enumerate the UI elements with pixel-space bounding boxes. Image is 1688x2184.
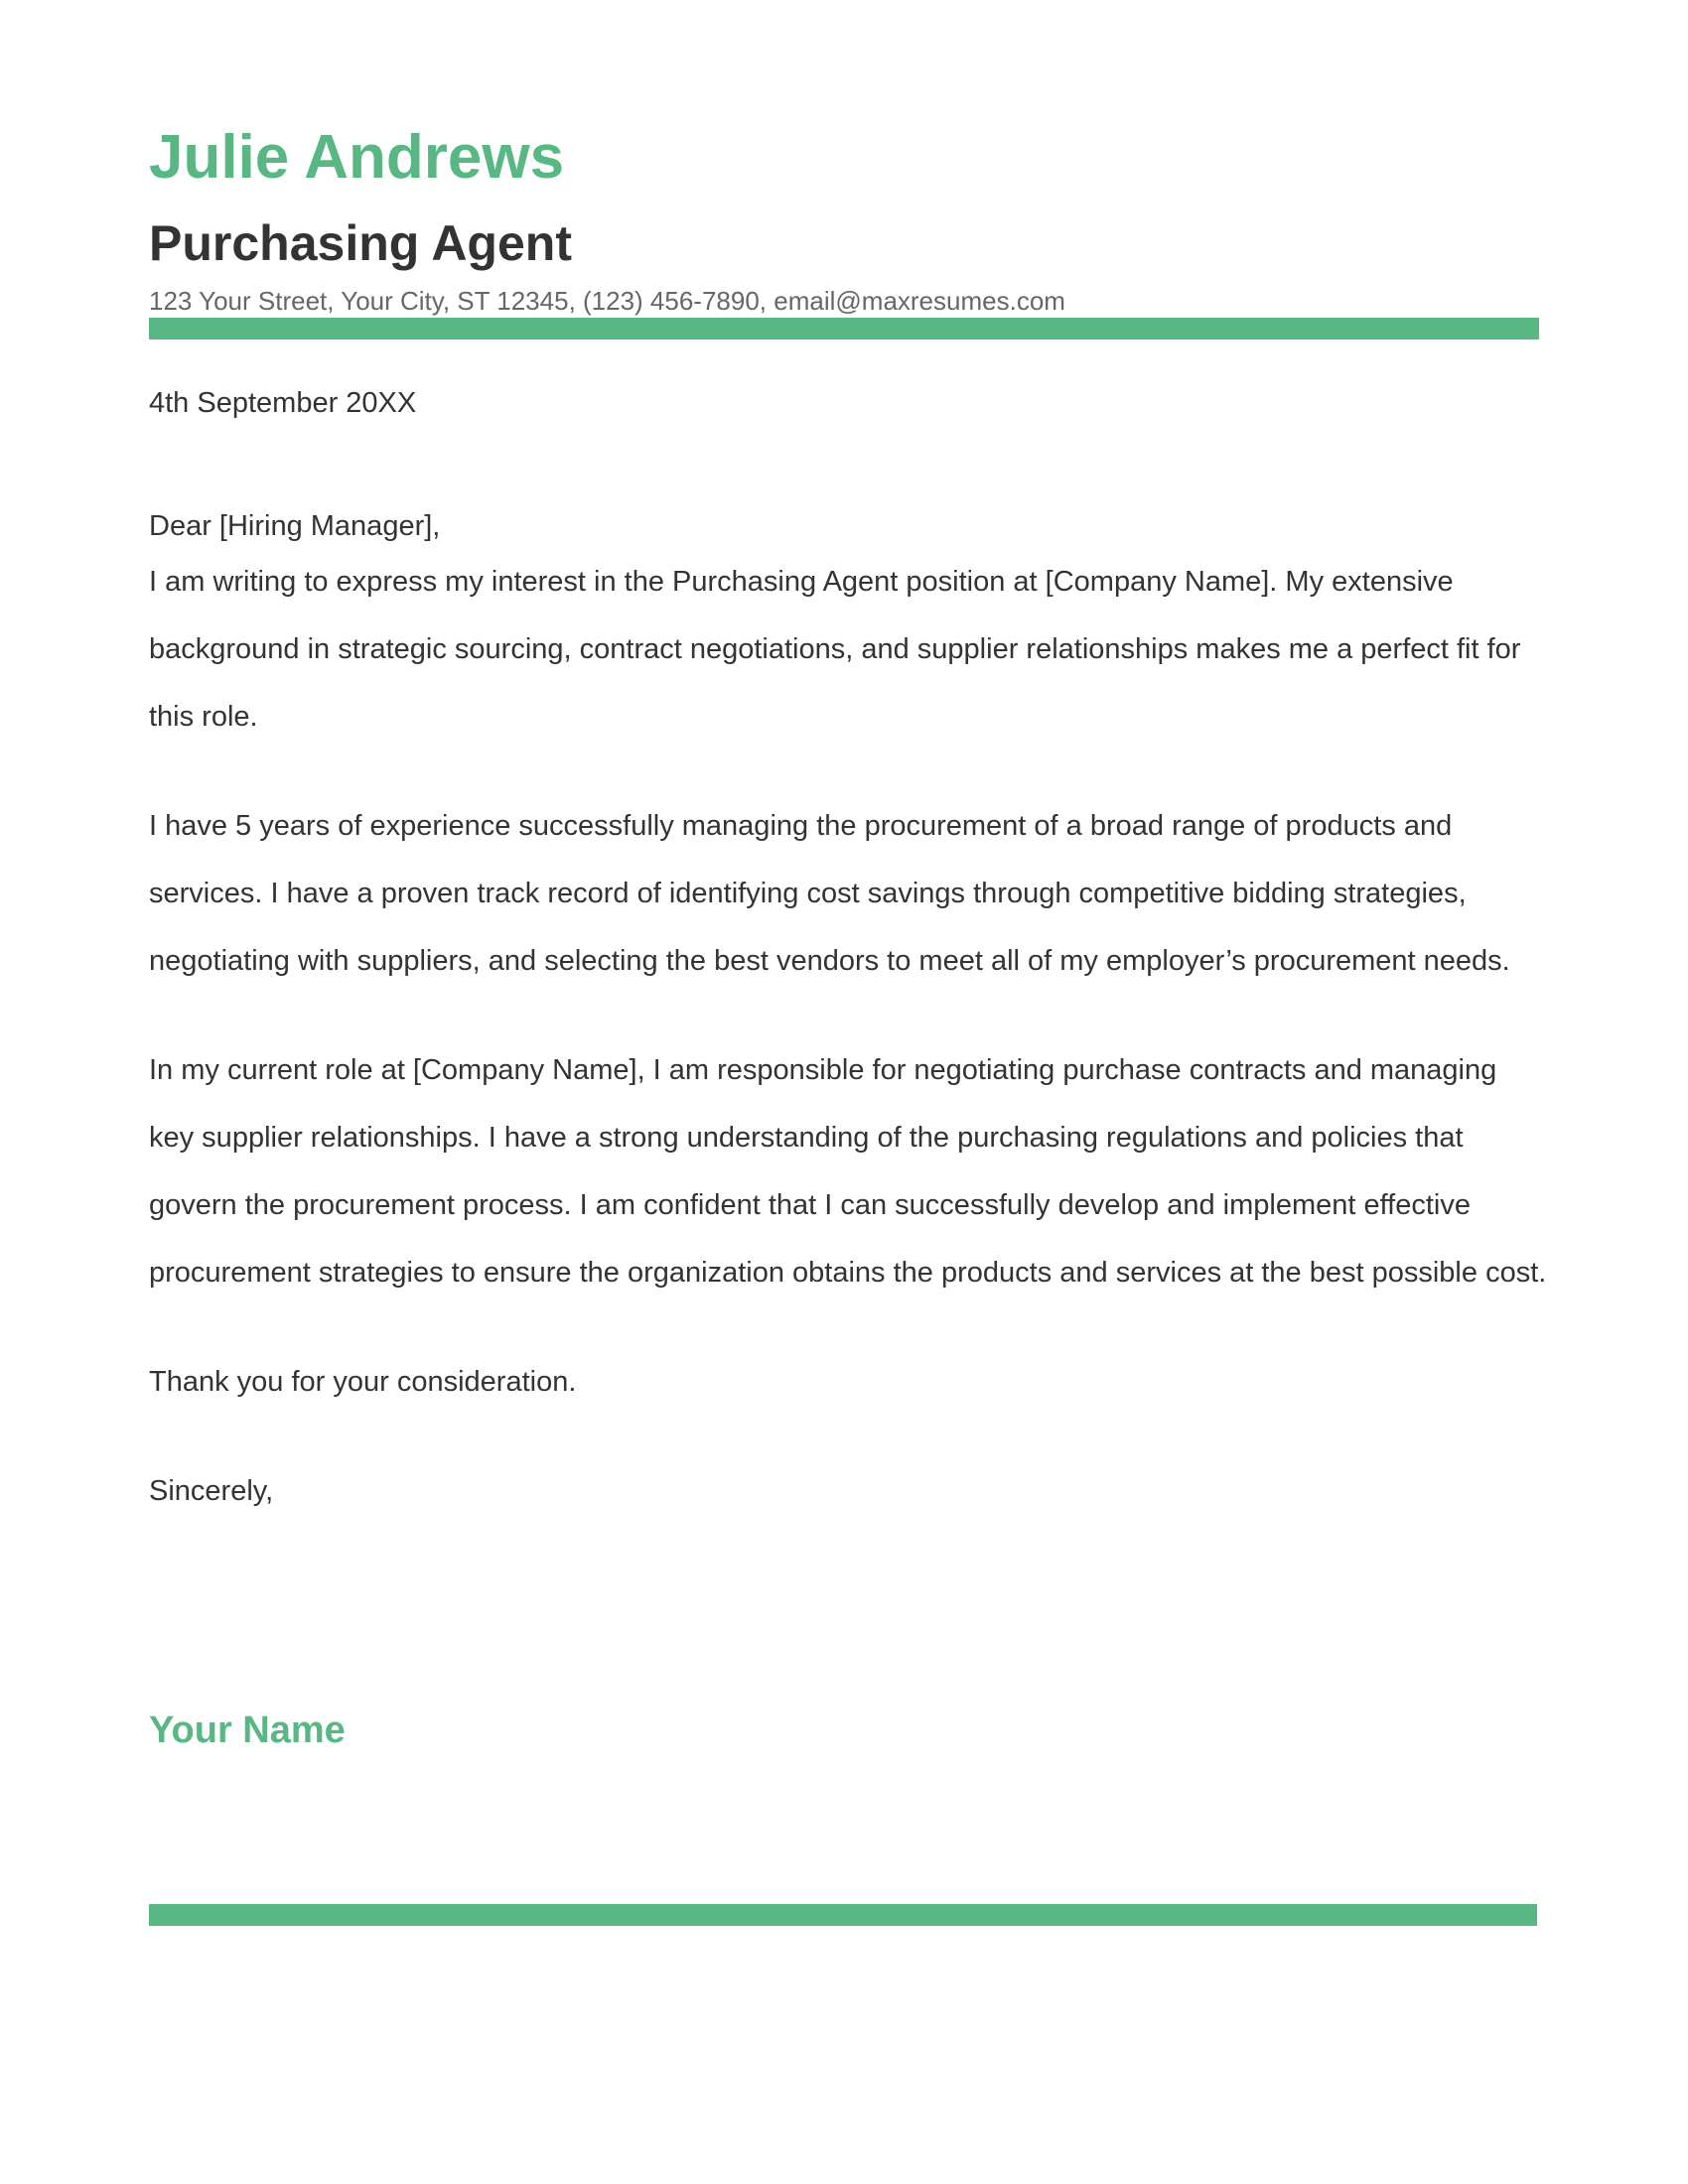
contact-info: 123 Your Street, Your City, ST 12345, (123) 456-7890, email@maxresumes.com [149,286,1065,316]
signature-name: Your Name [149,1709,346,1751]
applicant-name: Julie Andrews [149,123,565,192]
paragraph-experience: I have 5 years of experience successfully managing the procurement of a broad range of products and services. I have a proven track record of identifying cost savings through competitive bidding strategies, negotiating with suppliers, and selecting the best vendors to meet all of my employer’s procurement needs. [149,810,1510,977]
paragraph-current-role: In my current role at [Company Name], I am responsible for negotiating purchase contracts and managing key supplier relationships. I have a strong understanding of the purchasing regulations and policies that govern the procurement process. I am confident that I can successfully develop and implement effective procurement strategies to ensure the organization obtains the products and services at the best possible cost. [149,1054,1547,1289]
letter-body [149,504,1549,1525]
letter-date: 4th September 20XX [149,387,417,419]
greeting: Dear [Hiring Manager], [149,510,441,542]
closing: Sincerely, [149,1475,274,1507]
paragraph-intro: I am writing to express my interest in the Purchasing Agent position at [Company Name]. My extensive background in strategic sourcing, contract negotiations, and supplier relationships makes me a perfect fit for this role. [149,566,1521,733]
job-title: Purchasing Agent [149,215,572,271]
paragraph-thanks: Thank you for your consideration. [149,1366,577,1398]
footer-divider [149,1904,1537,1926]
header-divider [149,318,1539,340]
